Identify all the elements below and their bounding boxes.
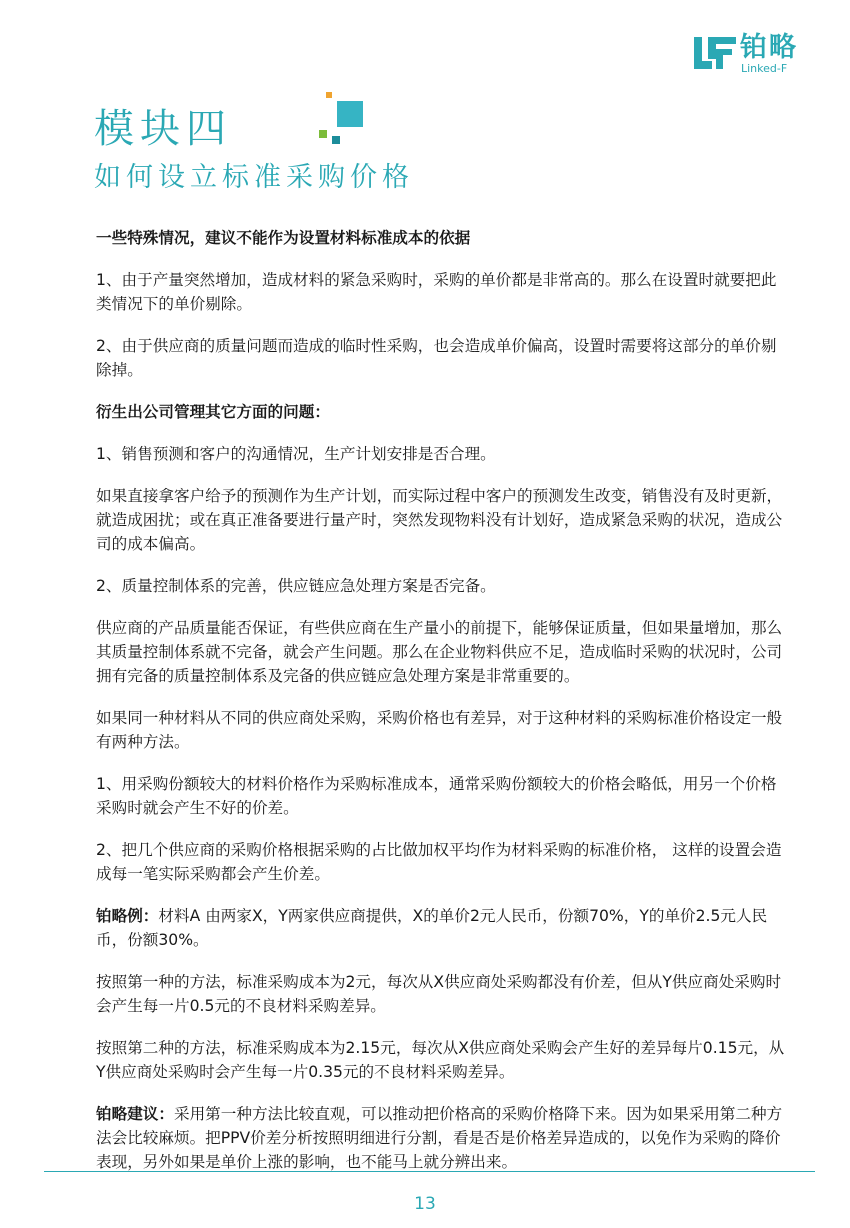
decor-square-green (319, 130, 327, 138)
paragraph: 供应商的产品质量能否保证，有些供应商在生产量小的前提下，能够保证质量，但如果量增加，那么其质量控制体系就不完备，就会产生问题。那么在企业物料供应不足，造成临时采购的状况时，公司拥有完备的质量控制体系及完备的供应链应急处理方案是非常重要的。 (96, 619, 783, 685)
logo-name-cn: 铂略 (740, 32, 798, 63)
suggestion-lead: 铂略建议： (96, 1105, 174, 1123)
linked-f-logo-icon (694, 33, 738, 73)
paragraph: 2、质量控制体系的完善，供应链应急处理方案是否完备。 (96, 577, 496, 595)
logo-name-en: Linked-F (741, 62, 788, 75)
paragraph: 如果直接拿客户给予的预测作为生产计划，而实际过程中客户的预测发生改变，销售没有及时更新，就造成困扰；或在真正准备要进行量产时，突然发现物料没有计划好，造成紧急采购的状况，造成公司的成本偏高。 (96, 487, 783, 553)
brand-logo (694, 33, 814, 75)
suggestion-text: 采用第一种方法比较直观，可以推动把价格高的采购价格降下来。因为如果采用第二种方法会比较麻烦。把PPV价差分析按照明细进行分割，看是否是价格差异造成的，以免作为采购的降价表现，另外如果是单价上涨的影响，也不能马上就分辨出来。 (96, 1105, 783, 1171)
example-text: 材料A 由两家X，Y两家供应商提供，X的单价2元人民币，份额70%，Y的单价2.5元人民币，份额30%。 (96, 907, 768, 949)
module-subtitle: 如何设立标准采购价格 (94, 162, 414, 193)
paragraph: 1、用采购份额较大的材料价格作为采购标准成本，通常采购份额较大的价格会略低，用另一个价格采购时就会产生不好的价差。 (96, 775, 777, 817)
footer-divider (44, 1171, 815, 1172)
decor-square-dark-teal (332, 136, 340, 144)
module-title: 模块四 (94, 106, 232, 152)
body-content (96, 226, 786, 1192)
paragraph: 按照第二种的方法，标准采购成本为2.15元，每次从X供应商处采购会产生好的差异每片0.15元，从Y供应商处采购时会产生每一片0.35元的不良材料采购差异。 (96, 1039, 785, 1081)
suggestion-paragraph (96, 1102, 786, 1174)
decor-square-orange (326, 92, 332, 98)
section-heading-special-cases: 一些特殊情况，建议不能作为设置材料标准成本的依据 (96, 229, 471, 247)
paragraph: 1、销售预测和客户的沟通情况，生产计划安排是否合理。 (96, 445, 496, 463)
example-paragraph (96, 904, 786, 952)
paragraph: 1、由于产量突然增加，造成材料的紧急采购时，采购的单价都是非常高的。那么在设置时就要把此类情况下的单价剔除。 (96, 271, 777, 313)
paragraph: 2、把几个供应商的采购价格根据采购的占比做加权平均作为材料采购的标准价格， 这样的设置会造成每一笔实际采购都会产生价差。 (96, 841, 782, 883)
example-lead: 铂略例： (96, 907, 159, 925)
paragraph: 按照第一种的方法，标准采购成本为2元，每次从X供应商处采购都没有价差，但从Y供应商处采购时会产生每一片0.5元的不良材料采购差异。 (96, 973, 782, 1015)
section-heading-management-issues: 衍生出公司管理其它方面的问题： (96, 403, 330, 421)
paragraph: 如果同一种材料从不同的供应商处采购，采购价格也有差异，对于这种材料的采购标准价格设定一般有两种方法。 (96, 709, 783, 751)
page-number: 13 (414, 1194, 436, 1214)
decor-square-teal (337, 101, 363, 127)
paragraph: 2、由于供应商的质量问题而造成的临时性采购，也会造成单价偏高，设置时需要将这部分的单价剔除掉。 (96, 337, 777, 379)
